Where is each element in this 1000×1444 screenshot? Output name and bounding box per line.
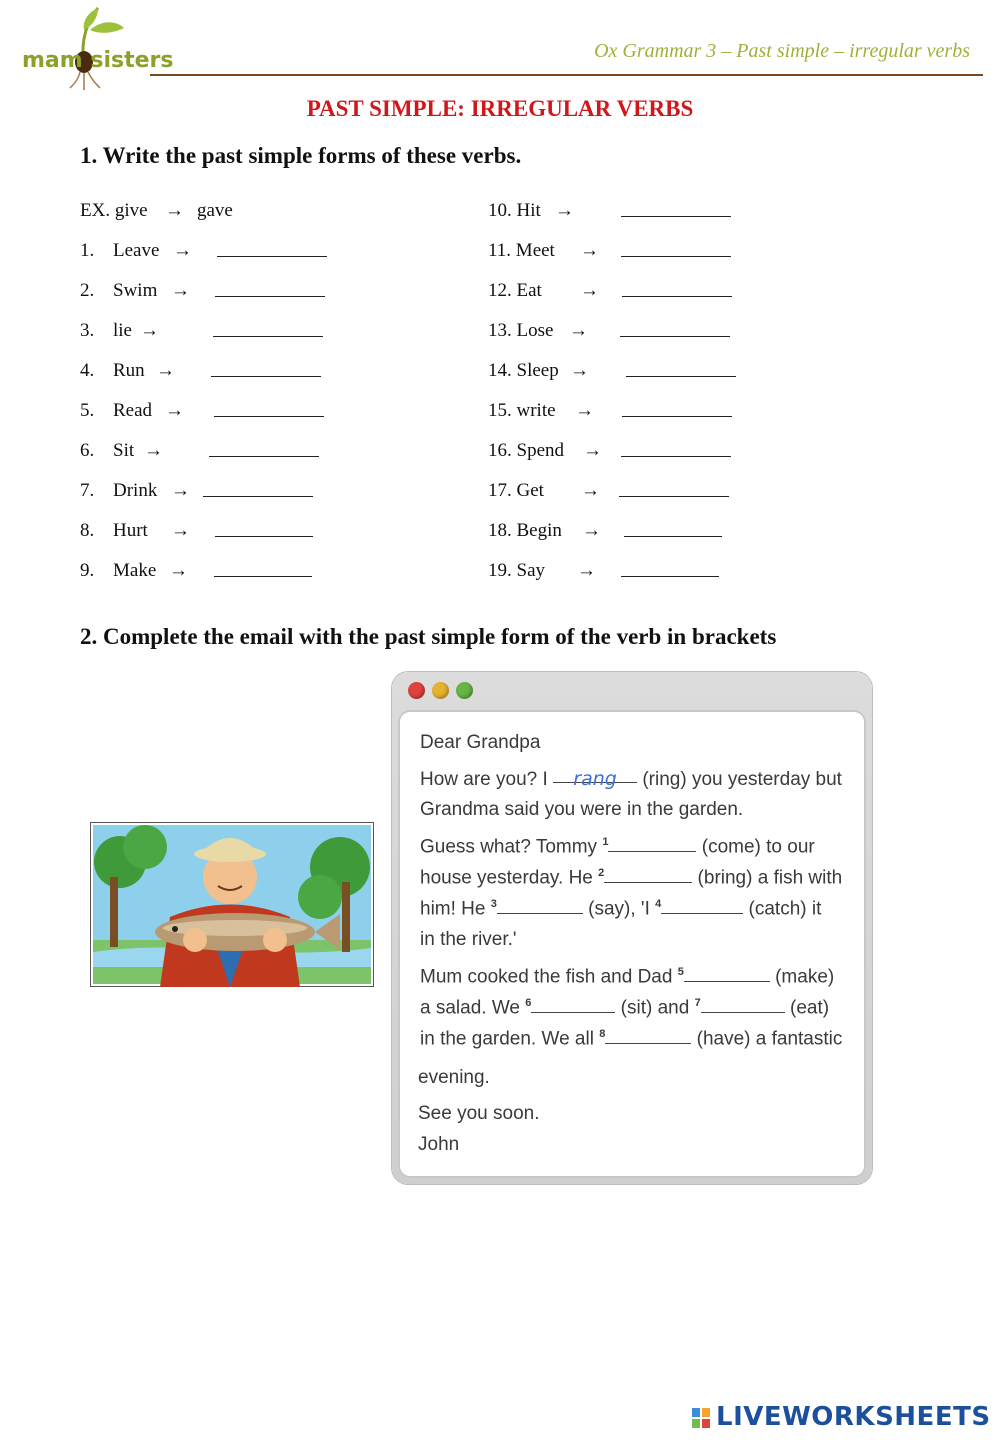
liveworksheets-logo-icon: [692, 1408, 710, 1428]
answer-blank[interactable]: [604, 868, 692, 883]
email-text: How are you? I: [420, 769, 548, 790]
header-subtitle: Ox Grammar 3 – Past simple – irregular verbs: [594, 40, 970, 62]
item-number: 8.: [80, 520, 95, 541]
verb-label: 16. Spend: [488, 440, 564, 461]
verb-label: 10. Hit: [488, 200, 541, 221]
answer-blank[interactable]: [217, 238, 327, 257]
arrow-icon: →: [165, 400, 184, 421]
email-text: in the garden. We all: [420, 1028, 594, 1050]
arrow-icon: →: [165, 200, 184, 221]
logo-wordmark: mam sisters: [22, 48, 174, 73]
arrow-icon: →: [577, 560, 596, 581]
verb-label: Hurt: [113, 520, 148, 541]
arrow-icon: →: [144, 440, 163, 461]
verb-row: [0, 398, 1000, 424]
answer-blank[interactable]: [684, 967, 770, 982]
email-line: evening.: [418, 1067, 490, 1088]
verb-label: lie: [113, 320, 132, 341]
answer-blank[interactable]: [203, 478, 313, 497]
item-number: 1.: [80, 240, 95, 261]
answer-blank[interactable]: [531, 998, 615, 1013]
email-text: (bring) a fish with: [697, 867, 843, 889]
answer-blank[interactable]: [213, 318, 323, 337]
email-text: house yesterday. He: [420, 867, 593, 889]
email-text: (come) to our: [701, 836, 815, 858]
email-text: (have) a fantastic: [696, 1028, 843, 1050]
answer-blank[interactable]: [209, 438, 319, 457]
verb-label: Swim: [113, 280, 158, 301]
arrow-icon: →: [171, 520, 190, 541]
email-text: Mum cooked the fish and Dad: [420, 966, 673, 988]
verb-label: 17. Get: [488, 480, 544, 501]
arrow-icon: →: [581, 480, 600, 501]
example-row: [0, 198, 1000, 224]
arrow-icon: →: [570, 360, 589, 381]
answer-blank[interactable]: [622, 278, 732, 297]
page-title: PAST SIMPLE: IRREGULAR VERBS: [306, 96, 694, 121]
arrow-icon: →: [173, 240, 192, 261]
verb-label: Read: [113, 400, 153, 421]
email-text: a salad. We: [420, 997, 520, 1019]
header-rule: [150, 74, 983, 76]
answer-blank[interactable]: [620, 318, 730, 337]
gap-number: 8: [599, 1028, 606, 1040]
verb-row: [0, 358, 1000, 384]
email-text: (say), 'I: [588, 898, 650, 920]
answer-blank[interactable]: [621, 238, 731, 257]
verb-label: Leave: [113, 240, 160, 261]
email-text: (ring) you yesterday but: [642, 769, 842, 790]
gap-number: 1: [602, 836, 609, 848]
gap-number: 6: [525, 997, 532, 1009]
answer-blank[interactable]: [619, 478, 729, 497]
answer-blank[interactable]: [215, 278, 325, 297]
answer-blank[interactable]: [622, 398, 732, 417]
verb-label: 18. Begin: [488, 520, 562, 541]
email-signoff: See you soon.: [418, 1103, 540, 1124]
gap-number: 5: [677, 966, 684, 978]
answer-blank[interactable]: [621, 198, 731, 217]
email-line: [420, 768, 842, 791]
email-line: Grandma said you were in the garden.: [420, 799, 744, 820]
verb-row: [0, 318, 1000, 344]
email-text: (sit) and: [620, 997, 690, 1019]
answer-blank[interactable]: [211, 358, 321, 377]
answer-blank[interactable]: [497, 899, 583, 914]
minimize-window-icon[interactable]: [432, 682, 449, 699]
verb-label: Drink: [113, 480, 158, 501]
answer-blank[interactable]: [605, 1029, 691, 1044]
answer-blank[interactable]: [624, 518, 722, 537]
answer-blank[interactable]: [608, 837, 696, 852]
answer-blank[interactable]: [621, 438, 731, 457]
verb-row: [0, 438, 1000, 464]
arrow-icon: →: [580, 240, 599, 261]
arrow-icon: →: [569, 320, 588, 341]
email-text: (make): [775, 966, 835, 988]
arrow-icon: →: [171, 280, 190, 301]
verb-label: 13. Lose: [488, 320, 554, 341]
example-answer: rang: [573, 768, 617, 790]
item-number: 6.: [80, 440, 95, 461]
verb-label: 19. Say: [488, 560, 545, 581]
answer-blank[interactable]: [214, 558, 312, 577]
email-line: [420, 836, 815, 858]
item-number: 4.: [80, 360, 95, 381]
verb-label: 15. write: [488, 400, 556, 421]
email-text: (catch) it: [748, 898, 822, 920]
verb-label: 11. Meet: [488, 240, 555, 261]
email-line: in the river.': [420, 929, 517, 950]
close-window-icon[interactable]: [408, 682, 425, 699]
section1-heading: 1. Write the past simple forms of these verbs.: [80, 143, 522, 168]
verb-label: Run: [113, 360, 145, 381]
verb-label: Make: [113, 560, 157, 581]
arrow-icon: →: [555, 200, 574, 221]
verb-label: Sit: [113, 440, 135, 461]
answer-blank[interactable]: [553, 768, 637, 790]
answer-blank[interactable]: [214, 398, 324, 417]
email-text: (eat): [790, 997, 830, 1019]
item-number: 9.: [80, 560, 95, 581]
verb-row: [0, 278, 1000, 304]
fisherman-illustration: [90, 822, 374, 987]
answer-blank[interactable]: [661, 899, 743, 914]
arrow-icon: →: [575, 400, 594, 421]
arrow-icon: →: [156, 360, 175, 381]
verb-row: [0, 558, 1000, 584]
verb-row: [0, 518, 1000, 544]
item-number: 7.: [80, 480, 95, 501]
mam-sisters-logo: [18, 0, 158, 92]
email-text: Guess what? Tommy: [420, 836, 598, 858]
email-line: [420, 966, 834, 988]
item-number: 5.: [80, 400, 95, 421]
example-prefix: EX. give: [80, 200, 148, 221]
verb-label: 14. Sleep: [488, 360, 559, 381]
arrow-icon: →: [171, 480, 190, 501]
answer-blank[interactable]: [621, 558, 719, 577]
arrow-icon: →: [140, 320, 159, 341]
verb-row: [0, 238, 1000, 264]
arrow-icon: →: [583, 440, 602, 461]
gap-number: 2: [598, 867, 605, 879]
item-number: 3.: [80, 320, 95, 341]
arrow-icon: →: [169, 560, 188, 581]
email-line: [420, 1028, 842, 1050]
email-line: [420, 997, 829, 1019]
answer-blank[interactable]: [215, 518, 313, 537]
gap-number: 7: [694, 997, 701, 1009]
example-answer: gave: [197, 200, 233, 221]
item-number: 2.: [80, 280, 95, 301]
email-signature: John: [418, 1134, 460, 1155]
gap-number: 3: [490, 898, 497, 910]
email-line: [420, 867, 842, 889]
answer-blank[interactable]: [701, 998, 785, 1013]
email-greeting: Dear Grandpa: [420, 732, 541, 753]
email-text: him! He: [420, 898, 486, 920]
email-line: [420, 898, 821, 920]
answer-blank[interactable]: [626, 358, 736, 377]
arrow-icon: →: [582, 520, 601, 541]
maximize-window-icon[interactable]: [456, 682, 473, 699]
gap-number: 4: [655, 898, 662, 910]
arrow-icon: →: [580, 280, 599, 301]
section2-heading: 2. Complete the email with the past simple form of the verb in brackets: [80, 624, 777, 649]
verb-row: [0, 478, 1000, 504]
verb-label: 12. Eat: [488, 280, 542, 301]
liveworksheets-brand: LIVEWORKSHEETS: [716, 1402, 991, 1432]
